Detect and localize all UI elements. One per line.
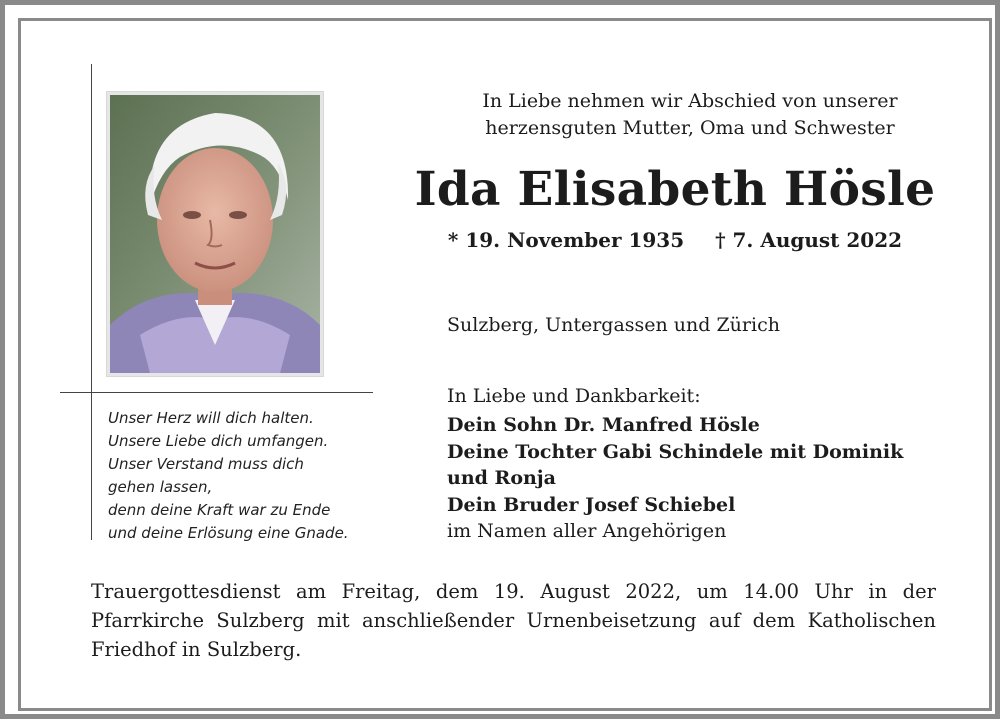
poem-line: denn deine Kraft war zu Ende: [108, 501, 331, 519]
cross-vertical-line: [91, 64, 92, 540]
poem-line: Unsere Liebe dich umfangen.: [108, 432, 329, 450]
family-list: [447, 412, 947, 545]
family-member: und Ronja: [447, 467, 556, 489]
poem: [108, 407, 398, 545]
death-date: † 7. August 2022: [715, 228, 903, 252]
poem-line: Unser Verstand muss dich: [108, 455, 304, 473]
poem-line: und deine Erlösung eine Gnade.: [108, 524, 349, 542]
family-member: Dein Sohn Dr. Manfred Hösle: [447, 414, 760, 436]
intro-line: In Liebe nehmen wir Abschied von unserer: [482, 90, 898, 112]
intro-line: herzensguten Mutter, Oma und Schwester: [485, 117, 895, 139]
place-text: Sulzberg, Untergassen und Zürich: [447, 314, 780, 336]
deceased-name: Ida Elisabeth Hösle: [414, 162, 936, 217]
poem-line: Unser Herz will dich halten.: [108, 409, 314, 427]
family-member: Dein Bruder Josef Schiebel: [447, 493, 736, 516]
cross-horizontal-line: [60, 392, 373, 393]
intro-text: [420, 88, 960, 142]
birth-date: * 19. November 1935: [447, 228, 685, 252]
service-details: Trauergottesdienst am Freitag, dem 19. August 2022, um 14.00 Uhr in der Pfarrkirche Sulzberg mit anschließender Urnenbeisetzung auf dem Katholischen Friedhof in Sulzberg.: [91, 580, 936, 661]
poem-line: gehen lassen,: [108, 478, 213, 496]
portrait-image: [110, 95, 320, 373]
thanks-heading: In Liebe und Dankbarkeit:: [447, 385, 701, 407]
life-dates: [420, 226, 930, 254]
family-member: Deine Tochter Gabi Schindele mit Dominik: [447, 440, 904, 463]
family-footer: im Namen aller Angehörigen: [447, 520, 727, 542]
portrait-photo: [106, 91, 324, 377]
